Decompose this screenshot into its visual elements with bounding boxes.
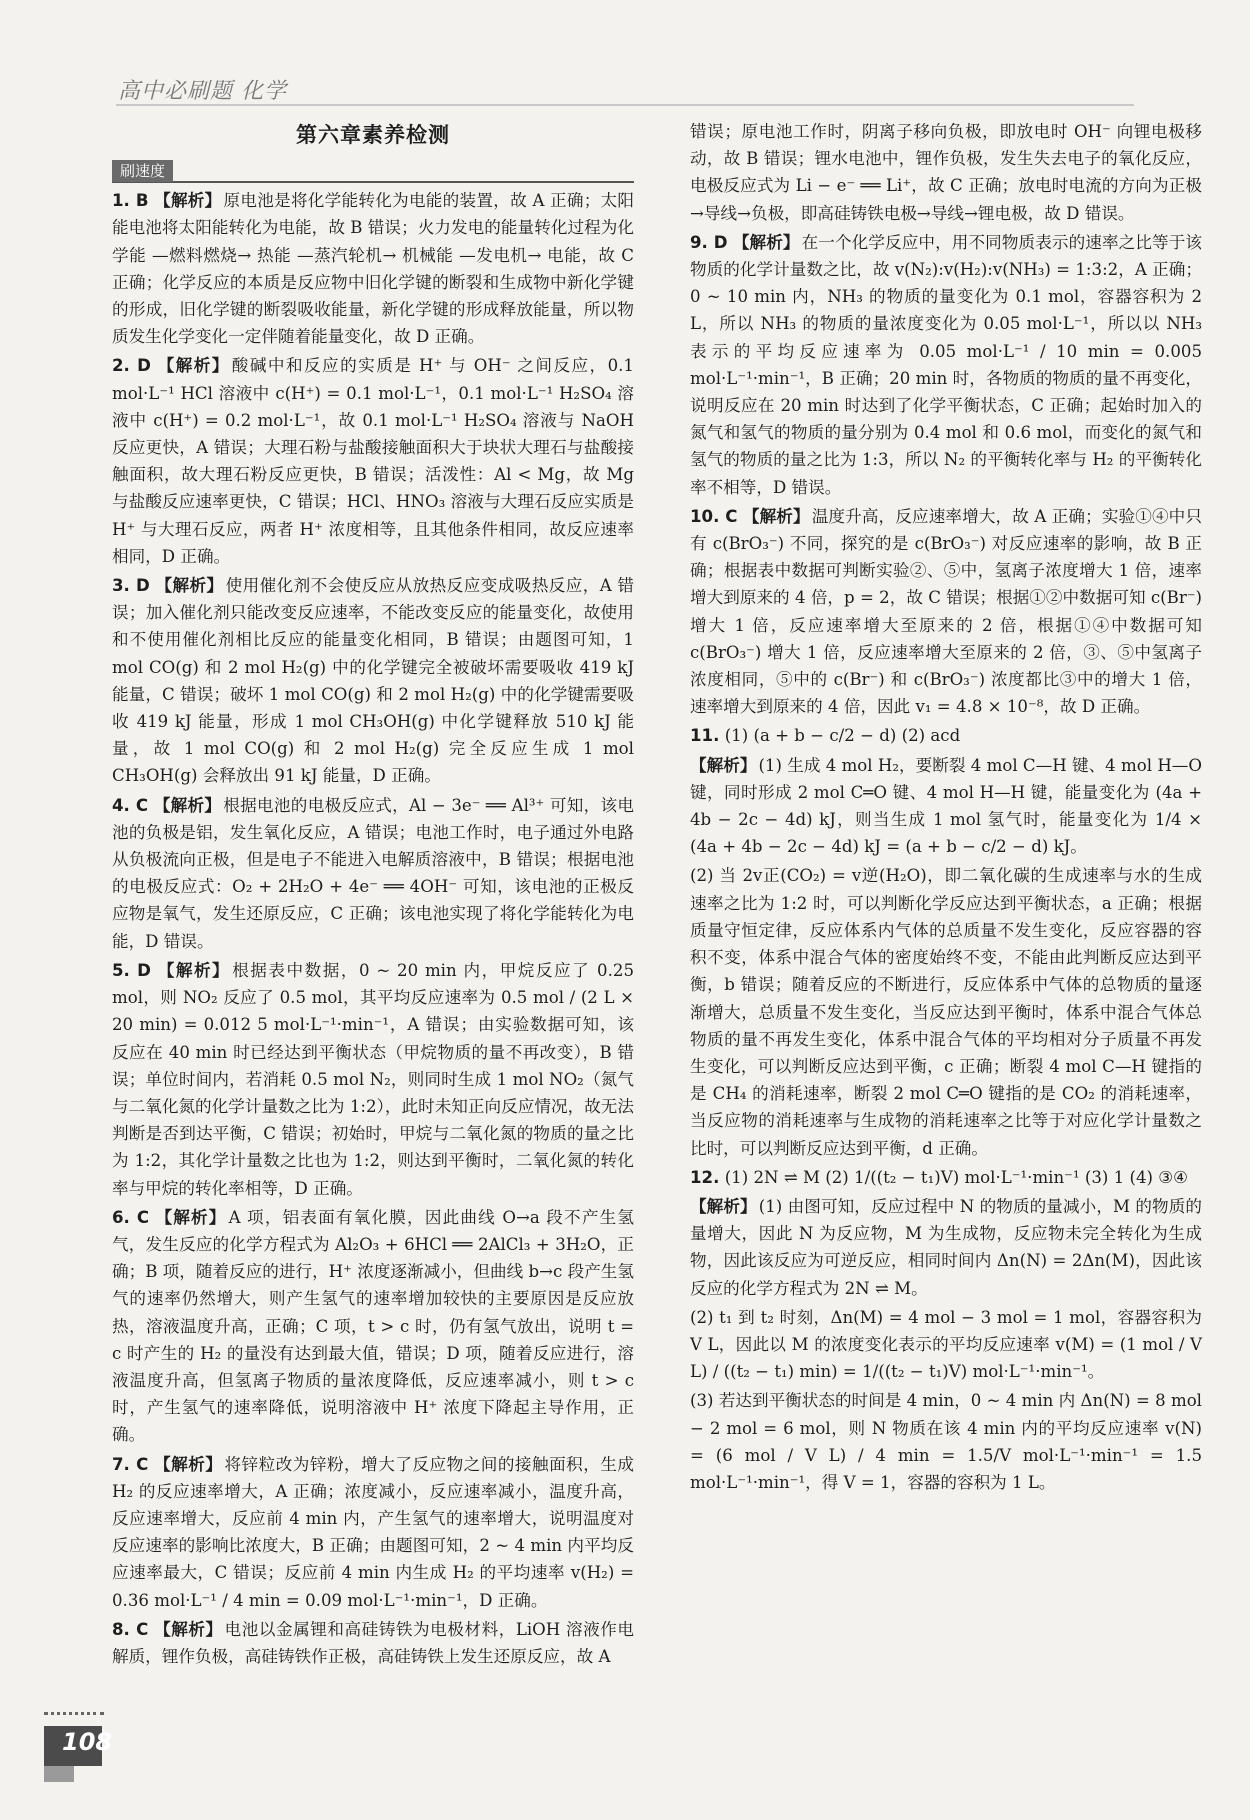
left-answer-list [112, 187, 634, 1670]
analysis-tag: 【解析】 [157, 356, 230, 376]
analysis-tag: 【解析】 [155, 576, 224, 596]
section-bar [112, 157, 634, 183]
answer-text: (1) (a + b − c/2 − d) (2) acd [724, 726, 961, 746]
answer-text: 电池以金属锂和高硅铸铁为电极材料，LiOH 溶液作电解质，锂作负极，高硅铸铁作正极，高硅铸铁上发生还原反应，故 A [112, 1619, 634, 1666]
right-answer-list [690, 118, 1202, 1496]
answer-number: 7. C [112, 1454, 149, 1474]
analysis-tag: 【解析】 [154, 1619, 223, 1639]
right-column [690, 118, 1202, 1498]
answer-text: (1) 2N ⇌ M (2) 1/((t₂ − t₁)V) mol·L⁻¹·min⁻¹ (3) 1 (4) ③④ [724, 1167, 1189, 1187]
answer-text: 使用催化剂不会使反应从放热反应变成吸热反应，A 错误；加入催化剂只能改变反应速率，不能改变反应的能量变化，故使用和不使用催化剂相比反应的能量变化相同，B 错误；由题图可知，1 mol CO(g) 和 2 mol H₂(g) 中的化学键完全被破坏需要吸收 419 kJ 能量，C 错误；破坏 1 mol CO(g) 和 2 mol H₂(g) 中的化学键需要吸收 419 kJ 能量，形成 1 mol CH₃OH(g) 中化学键释放 510 kJ 能量，故 1 mol CO(g) 和 2 mol H₂(g) 完全反应生成 1 mol CH₃OH(g) 会释放出 91 kJ 能量，D 正确。 [112, 576, 635, 786]
answer-item [112, 1204, 634, 1449]
answer-text: 温度升高，反应速率增大，故 A 正确；实验①④中只有 c(BrO₃⁻) 不同，探究的是 c(BrO₃⁻) 对反应速率的影响，故 B 正确；根据表中数据可判断实验②、⑤中，氢离子浓度增大 1 倍，速率增大到原来的 4 倍，p = 2，故 C 错误；根据①②中数据可知 c(Br⁻) 增大 1 倍，反应速率增大至原来的 2 倍，根据①④中数据可知 c(BrO₃⁻) 增大 1 倍，反应速率增大至原来的 2 倍，③、⑤中氢离子浓度相同，⑤中的 c(Br⁻) 和 c(BrO₃⁻) 浓度都比③中的增大 1 倍，速率增大到原来的 4 倍，因此 v₁ = 4.8 × 10⁻⁸，故 D 正确。 [690, 506, 1202, 717]
analysis-tag: 【解析】 [154, 191, 222, 211]
analysis-tag: 【解析】 [155, 1207, 227, 1227]
left-column [112, 118, 634, 1672]
answer-item [690, 118, 1202, 227]
answer-item [690, 752, 1202, 861]
answer-item [690, 1387, 1202, 1496]
answer-text: 错误；原电池工作时，阴离子移向负极，即放电时 OH⁻ 向锂电极移动，故 B 错误；锂水电池中，锂作负极，发生失去电子的氧化反应，电极反应式为 Li − e⁻ ══ Li⁺，故 C 正确；放电时电流的方向为正极→导线→负极，即高硅铸铁电极→导线→锂电极，故 D 错误。 [690, 122, 1202, 223]
answer-number: 12. [690, 1167, 720, 1187]
answer-item [112, 1451, 634, 1614]
analysis-tag: 【解析】 [690, 755, 757, 775]
answer-item [112, 1616, 634, 1670]
answer-text: 在一个化学反应中，用不同物质表示的速率之比等于该物质的化学计量数之比，故 v(N₂):v(H₂):v(NH₃) = 1:3:2，A 正确；0 ~ 10 min 内，NH₃ 的物质的量变化为 0.1 mol，容器容积为 2 L，所以 NH₃ 的物质的量浓度变化为 0.05 mol·L⁻¹，所以以 NH₃ 表示的平均反应速率为 0.05 mol·L⁻¹ / 10 min = 0.005 mol·L⁻¹·min⁻¹，B 正确；20 min 时，各物质的物质的量不再变化，说明反应在 20 min 时达到了化学平衡状态，C 正确；起始时加入的氮气和氢气的物质的量分别为 0.4 mol 和 0.6 mol，而变化的氮气和氢气的物质的量之比为 1:3，所以 N₂ 的平衡转化率与 H₂ 的平衡转化率不相等，D 错误。 [690, 232, 1203, 497]
answer-number: 11. [690, 726, 720, 746]
answer-text: (1) 由图可知，反应过程中 N 的物质的量减小，M 的物质的量增大，因此 N 为反应物，M 为生成物，反应物未完全转化为生成物，因此该反应为可逆反应，相同时间内 Δn(N) = 2Δn(M)，因此该反应的化学方程式为 2N ⇌ M。 [690, 1196, 1202, 1298]
answer-item [112, 572, 634, 790]
answer-text: (2) 当 2v正(CO₂) = v逆(H₂O)，即二氧化碳的生成速率与水的生成速率之比为 1:2 时，可以判断化学反应达到平衡状态，a 正确；根据质量守恒定律，反应体系内气体的总质量不发生变化，反应容器的容积不变，体系中混合气体的密度始终不变，不能由此判断反应达到平衡，b 错误；随着反应的不断进行，反应体系中气体的总物质的量逐渐增大，总质量不发生变化，当反应达到平衡时，体系中混合气体总物质的量不再发生变化，体系中混合气体的平均相对分子质量不再发生变化，可以判断反应达到平衡，c 正确；断裂 4 mol C—H 键指的是 CH₄ 的消耗速率，断裂 2 mol C═O 键指的是 CO₂ 的消耗速率，当反应物的消耗速率与生成物的消耗速率之比等于对应化学计量数之比时，可以判断反应达到平衡，d 正确。 [690, 866, 1202, 1158]
answer-item [690, 503, 1202, 721]
answer-text: (1) 生成 4 mol H₂，要断裂 4 mol C—H 键、4 mol H—O 键，同时形成 2 mol C═O 键、4 mol H—H 键，能量变化为 (4a + 4b − 2c − 4d) kJ，则当生成 1 mol 氢气时，能量变化为 1/4 × (4a + 4b − 2c − 4d) kJ = (a + b − c/2 − d) kJ。 [690, 755, 1203, 857]
page-number: 108 [62, 1728, 113, 1756]
answer-number: 9. D [690, 232, 728, 252]
answer-number: 5. D [112, 960, 151, 980]
analysis-tag: 【解析】 [154, 1454, 223, 1474]
answer-item [112, 957, 634, 1202]
answer-text: (3) 若达到平衡状态的时间是 4 min，0 ~ 4 min 内 Δn(N) = 8 mol − 2 mol = 6 mol，则 N 物质在该 4 min 内的平均反应速率 v(N) = (6 mol / V L) / 4 min = 1.5/V mol·L⁻¹·min⁻¹ = 1.5 mol·L⁻¹·min⁻¹，得 V = 1，容器的容积为 1 L。 [690, 1391, 1202, 1492]
running-head: 高中必刷题 化学 [118, 79, 287, 104]
answer-item [112, 187, 634, 350]
answer-text: 根据电池的电极反应式，Al − 3e⁻ ══ Al³⁺ 可知，该电池的负极是铝，发生氧化反应，A 错误；电池工作时，电子通过外电路从负极流向正极，但是电子不能进入电解质溶液中，B 错误；根据电池的电极反应式：O₂ + 2H₂O + 4e⁻ ══ 4OH⁻ 可知，该电池的正极反应物是氧气，发生还原反应，C 正确；该电池实现了将化学能转化为电能，D 错误。 [112, 795, 635, 951]
analysis-tag: 【解析】 [157, 960, 231, 980]
answer-number: 10. C [690, 506, 738, 526]
chapter-title: 第六章素养检测 [296, 123, 450, 147]
answer-item [690, 1193, 1202, 1302]
answer-text: 原电池是将化学能转化为电能的装置，故 A 正确；太阳能电池将太阳能转化为电能，故 B 错误；火力发电的能量转化过程为化学能 —燃料燃烧→ 热能 —蒸汽轮机→ 机械能 —发电机→ 电能，故 C 正确；化学反应的本质是反应物中旧化学键的断裂和生成物中新化学键的形成，旧化学键的断裂吸收能量，新化学键的形成释放能量，所以物质发生化学变化一定伴随着能量变化，故 D 正确。 [112, 191, 635, 347]
answer-item [690, 862, 1202, 1161]
answer-number: 2. D [112, 356, 151, 376]
answer-number: 8. C [112, 1619, 149, 1639]
answer-text: 根据表中数据，0 ~ 20 min 内，甲烷反应了 0.25 mol，则 NO₂ 反应了 0.5 mol，其平均反应速率为 0.5 mol / (2 L × 20 min) = 0.012 5 mol·L⁻¹·min⁻¹，A 错误；由实验数据可知，该反应在 40 min 时已经达到平衡状态（甲烷物质的量不再改变），B 错误；单位时间内，若消耗 0.5 mol N₂，则同时生成 1 mol NO₂（氮气与二氧化氮的化学计量数之比为 1:2），此时未知正向反应情况，故无法判断是否到达平衡，C 错误；初始时，甲烷与二氧化氮的物质的量之比为 1:2，其化学计量数之比也为 1:2，则达到平衡时，二氧化氮的转化率与甲烷的转化率相等，D 正确。 [112, 960, 635, 1198]
answer-number: 6. C [112, 1207, 149, 1227]
answer-number: 1. B [112, 191, 149, 211]
answer-item [690, 1164, 1202, 1191]
answer-number: 3. D [112, 576, 150, 596]
analysis-tag: 【解析】 [690, 1196, 757, 1216]
page-number-dots [44, 1712, 104, 1719]
answer-item [690, 1304, 1202, 1386]
answer-number: 4. C [112, 795, 149, 815]
analysis-tag: 【解析】 [153, 795, 222, 815]
analysis-tag: 【解析】 [742, 506, 810, 526]
analysis-tag: 【解析】 [732, 232, 800, 252]
page-number-badge [44, 1720, 114, 1766]
section-label: 刷速度 [112, 160, 173, 182]
answer-item [690, 722, 1202, 749]
answer-text: (2) t₁ 到 t₂ 时刻，Δn(M) = 4 mol − 3 mol = 1 mol，容器容积为 V L，因此以 M 的浓度变化表示的平均反应速率 v(M) = (1 mol / V L) / ((t₂ − t₁) min) = 1/((t₂ − t₁)V) mol·L⁻¹·min⁻¹。 [690, 1307, 1202, 1382]
answer-item [690, 229, 1202, 501]
header-rule [116, 104, 1134, 106]
answer-text: 将锌粒改为锌粉，增大了反应物之间的接触面积，生成 H₂ 的反应速率增大，A 正确；浓度减小，反应速率减小，温度升高，反应速率增大，反应前 4 min 内，产生氢气的速率增大，说明温度对反应速率的影响比浓度大，B 正确；由题图可知，2 ~ 4 min 内平均反应速率最大，C 错误；反应前 4 min 内生成 H₂ 的平均速率 v(H₂) = 0.36 mol·L⁻¹ / 4 min = 0.09 mol·L⁻¹·min⁻¹，D 正确。 [112, 1454, 635, 1610]
answer-text: A 项，铝表面有氧化膜，因此曲线 O→a 段不产生氢气，发生反应的化学方程式为 Al₂O₃ + 6HCl ══ 2AlCl₃ + 3H₂O，正确；B 项，随着反应的进行，H⁺ 浓度逐渐减小，但曲线 b→c 段产生氢气的速率仍然增大，则产生氢气的速率增加较快的主要原因是反应放热，溶液温度升高，正确；C 项，t > c 时，仍有氢气放出，说明 t = c 时产生的 H₂ 的量没有达到最大值，错误；D 项，随着反应进行，溶液温度升高，但氢离子物质的量浓度降低，反应速率减小，则 t > c 时，产生氢气的速率降低，说明溶液中 H⁺ 浓度下降起主导作用，正确。 [112, 1207, 634, 1445]
answer-item [112, 792, 634, 955]
answer-item [112, 352, 634, 570]
answer-text: 酸碱中和反应的实质是 H⁺ 与 OH⁻ 之间反应，0.1 mol·L⁻¹ HCl 溶液中 c(H⁺) = 0.1 mol·L⁻¹，0.1 mol·L⁻¹ H₂SO₄ 溶液中 c(H⁺) = 0.2 mol·L⁻¹，故 0.1 mol·L⁻¹ H₂SO₄ 溶液与 NaOH 反应更快，A 错误；大理石粉与盐酸接触面积大于块状大理石与盐酸接触面积，故大理石粉反应更快，B 错误；活泼性：Al < Mg，故 Mg 与盐酸反应速率更快，C 错误；HCl、HNO₃ 溶液与大理石反应实质是 H⁺ 与大理石反应，两者 H⁺ 浓度相等，且其他条件相同，故反应速率相同，D 正确。 [112, 356, 634, 566]
